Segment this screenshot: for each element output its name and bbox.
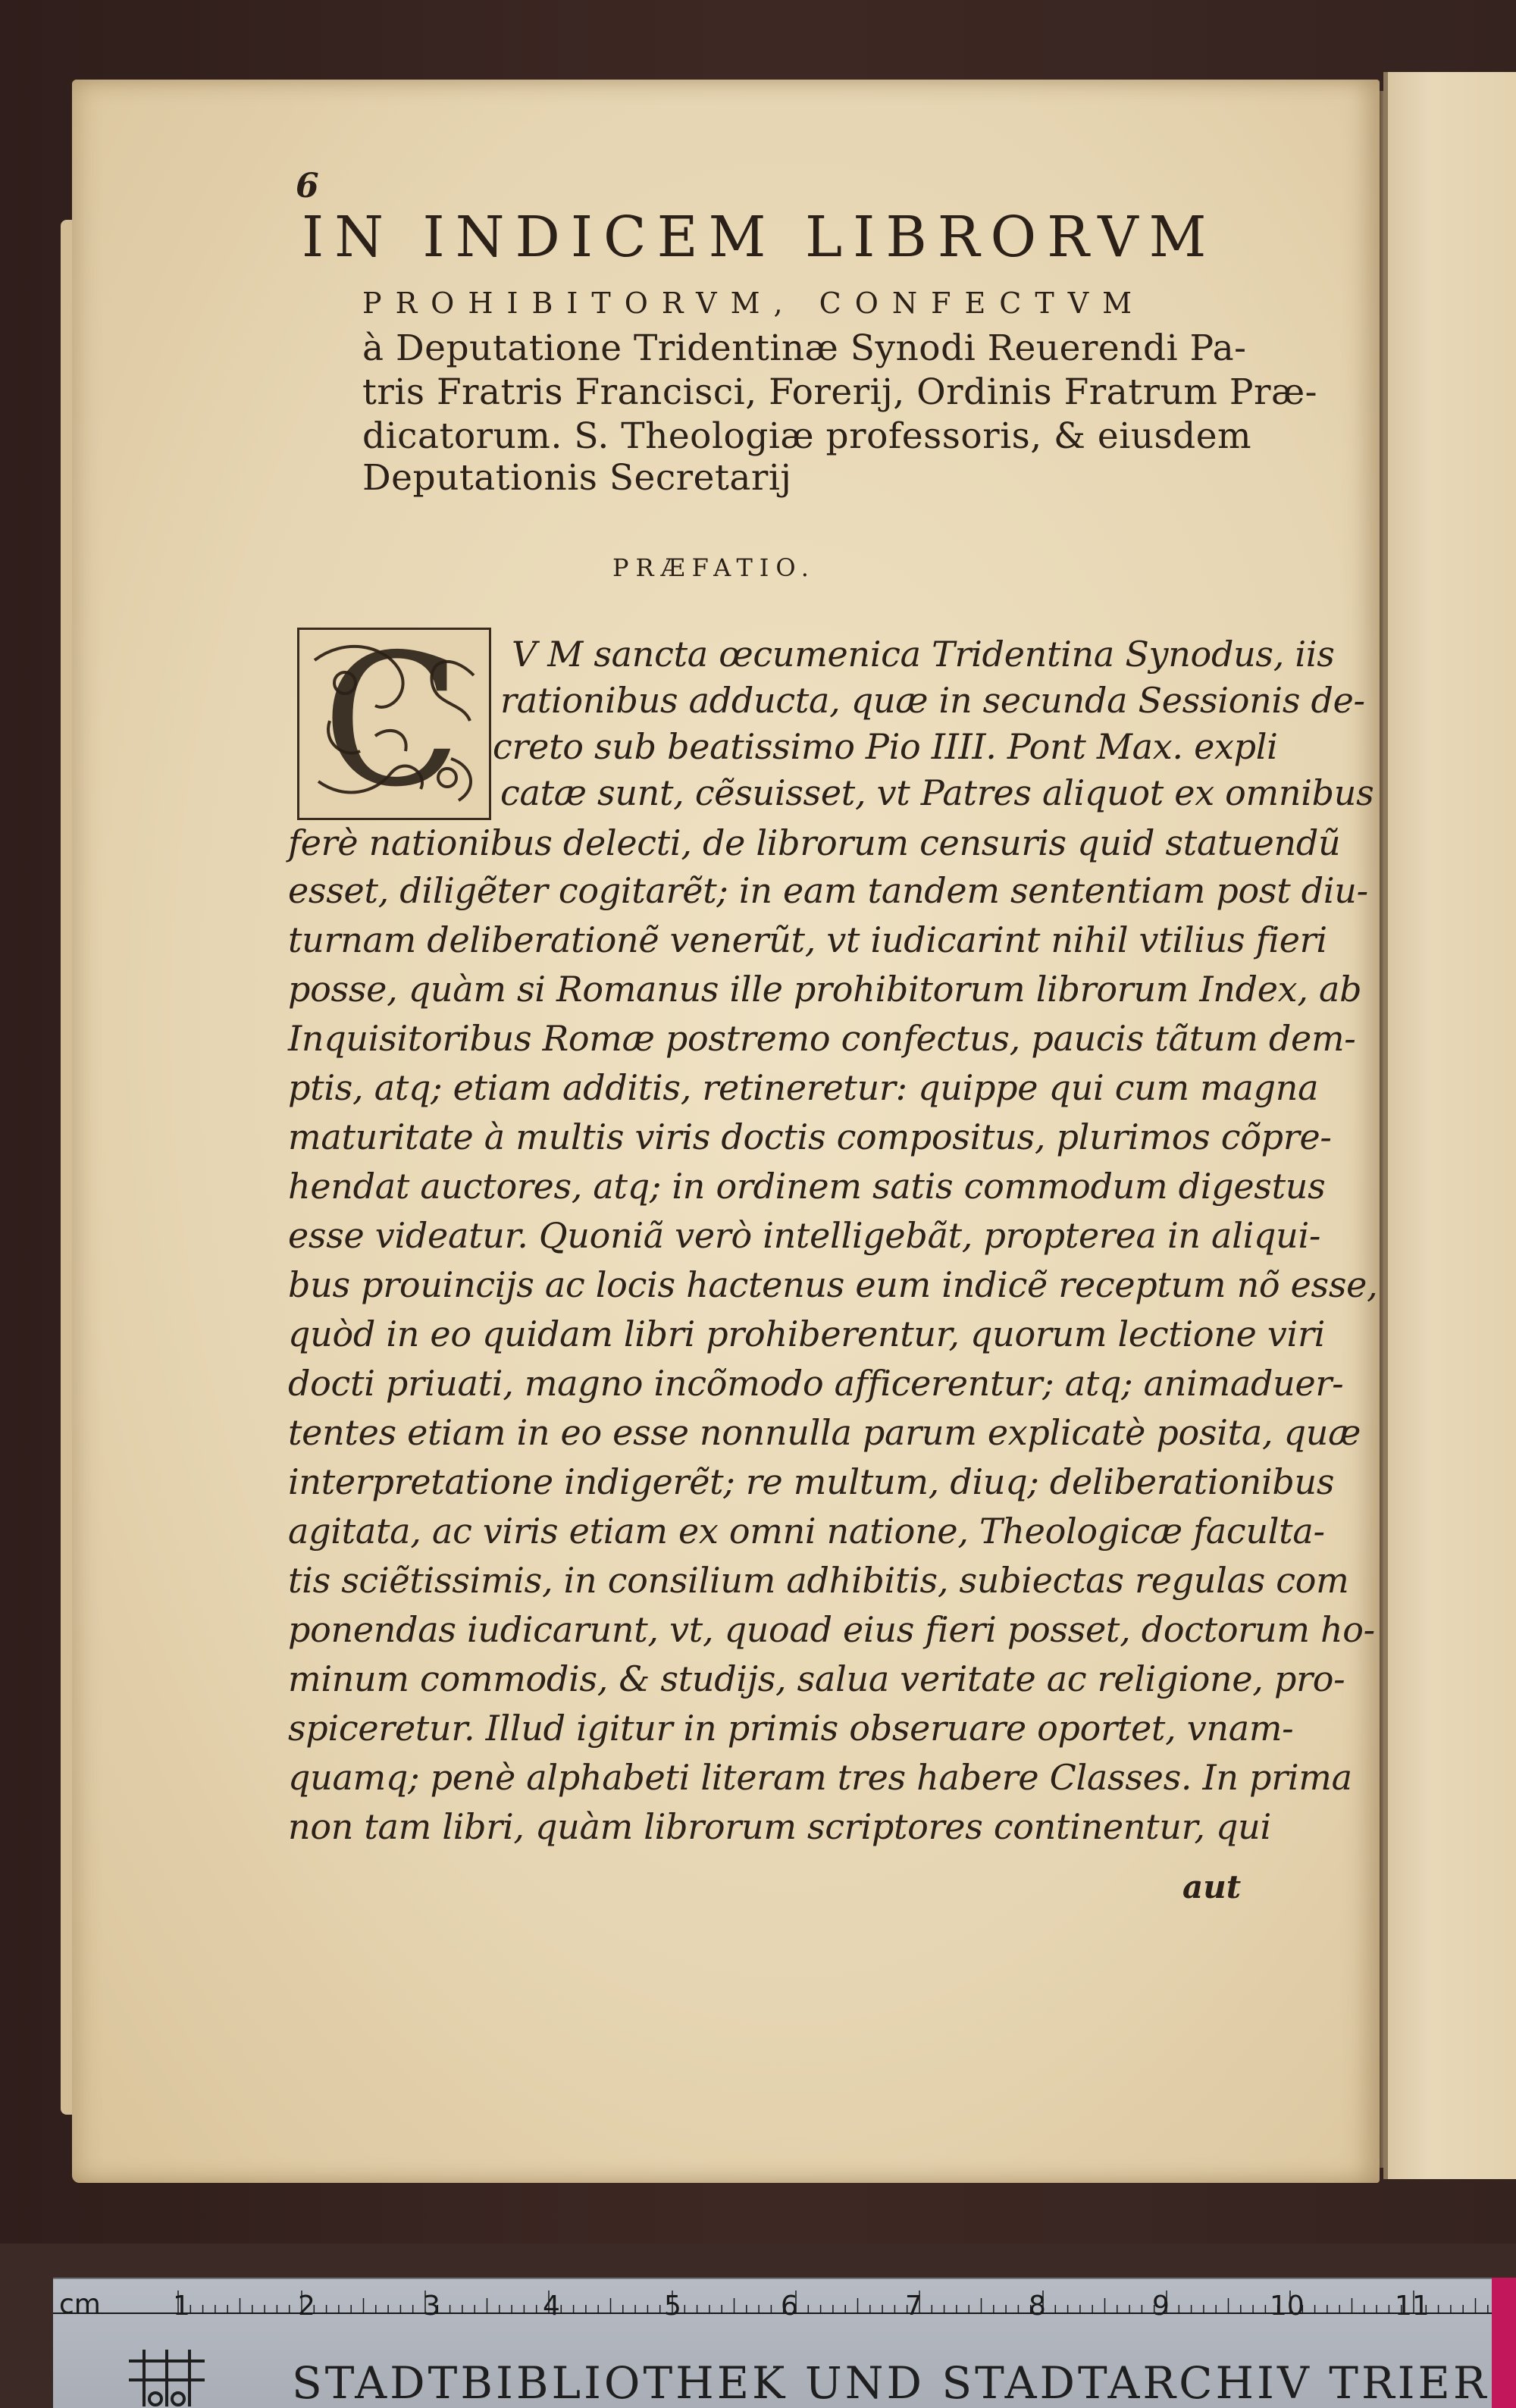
ruler-tick-label: 7 [905,2291,922,2322]
body-line: ptis, atq; etiam additis, retineretur: quippe qui cum magna [288,1067,1319,1108]
body-line: quòd in eo quidam libri prohiberentur, quorum lectione viri [288,1314,1326,1354]
ruler-tick-label: 5 [664,2291,681,2322]
body-line: turnam deliberationẽ venerũt, vt iudicarint nihil vtilius fieri [288,919,1327,960]
ruler-tick-label: 2 [298,2291,315,2322]
ruler-tick-label: 1 [173,2291,190,2322]
body-line: minum commodis, & studijs, salua veritate ac religione, pro- [288,1658,1345,1699]
ruler-tick-label: 9 [1152,2291,1170,2322]
page-title: IN INDICEM LIBRORVM [302,205,1217,270]
body-line: ferè nationibus delecti, de librorum censuris quid statuendũ [288,822,1341,863]
page-subtitle: PROHIBITORVM, CONFECTVM [362,287,1146,320]
ruler-unit-label: cm [59,2289,101,2320]
body-line: tentes etiam in eo esse nonnulla parum explicatè posita, quæ [288,1412,1361,1453]
ruler-tick-label: 6 [781,2291,798,2322]
body-line: docti priuati, magno incõmodo afficerentur; atq; animaduer- [288,1363,1344,1404]
body-line: tis sciẽtissimis, in consilium adhibitis, subiectas regulas com [288,1560,1349,1601]
ruler-tick-label: 11 [1395,2291,1430,2322]
color-calibration-tab [1492,2278,1516,2408]
body-line: maturitate à multis viris doctis compositus, plurimos cõpre- [288,1116,1332,1157]
heading-line: tris Fratris Francisci, Forerij, Ordinis Fratrum Præ- [362,371,1317,413]
body-line: Inquisitoribus Romæ postremo confectus, paucis tãtum dem- [288,1018,1356,1059]
body-line: quamq; penè alphabeti literam tres habere Classes. In prima [288,1757,1352,1798]
body-line: non tam libri, quàm librorum scriptores continentur, qui [288,1806,1271,1847]
body-line: posse, quàm si Romanus ille prohibitorum librorum Index, ab [288,969,1362,1010]
ruler-tick-label: 4 [543,2291,560,2322]
body-line: hendat auctores, atq; in ordinem satis commodum digestus [288,1166,1326,1207]
heading-line: dicatorum. S. Theologiæ professoris, & eiusdem [362,415,1252,457]
body-line: creto sub beatissimo Pio IIII. Pont Max. expli [493,726,1278,767]
body-line: catæ sunt, cẽsuisset, vt Patres aliquot ex omnibus [500,772,1374,813]
body-line: ponendas iudicarunt, vt, quoad eius fieri posset, doctorum ho- [288,1609,1375,1650]
archive-logo-icon [121,2346,212,2408]
ruler-tick-label: 10 [1270,2291,1305,2322]
heading-line: à Deputatione Tridentinæ Synodi Reuerendi Pa- [362,327,1247,369]
section-heading: PRÆFATIO. [612,553,816,582]
decorated-initial [297,615,491,827]
body-line: esset, diligẽter cogitarẽt; in eam tandem sententiam post diu- [288,870,1368,911]
body-line: esse videatur. Quoniã verò intelligebãt, propterea in aliqui- [288,1215,1321,1256]
facing-page-edge [1383,72,1516,2179]
body-line: V M sancta œcumenica Tridentina Synodus, iis [512,634,1335,675]
body-line: interpretatione indigerẽt; re multum, diuq; deliberationibus [288,1461,1335,1502]
ruler-tick-label: 8 [1029,2291,1046,2322]
body-line: spiceretur. Illud igitur in primis obseruare oportet, vnam- [288,1708,1294,1749]
heading-line: Deputationis Secretarij [362,457,792,499]
body-line: bus prouincijs ac locis hactenus eum indicẽ receptum nõ esse, [288,1264,1378,1305]
catchword: aut [1182,1868,1242,1905]
initial-letter: C [322,615,462,827]
body-line: rationibus adducta, quæ in secunda Sessionis de- [500,680,1365,721]
ruler-tick-label: 3 [423,2291,440,2322]
page-number: 6 [296,167,319,205]
institution-name: STADTBIBLIOTHEK UND STADTARCHIV TRIER [292,2357,1489,2408]
body-line: agitata, ac viris etiam ex omni natione, Theologicæ faculta- [288,1511,1325,1552]
